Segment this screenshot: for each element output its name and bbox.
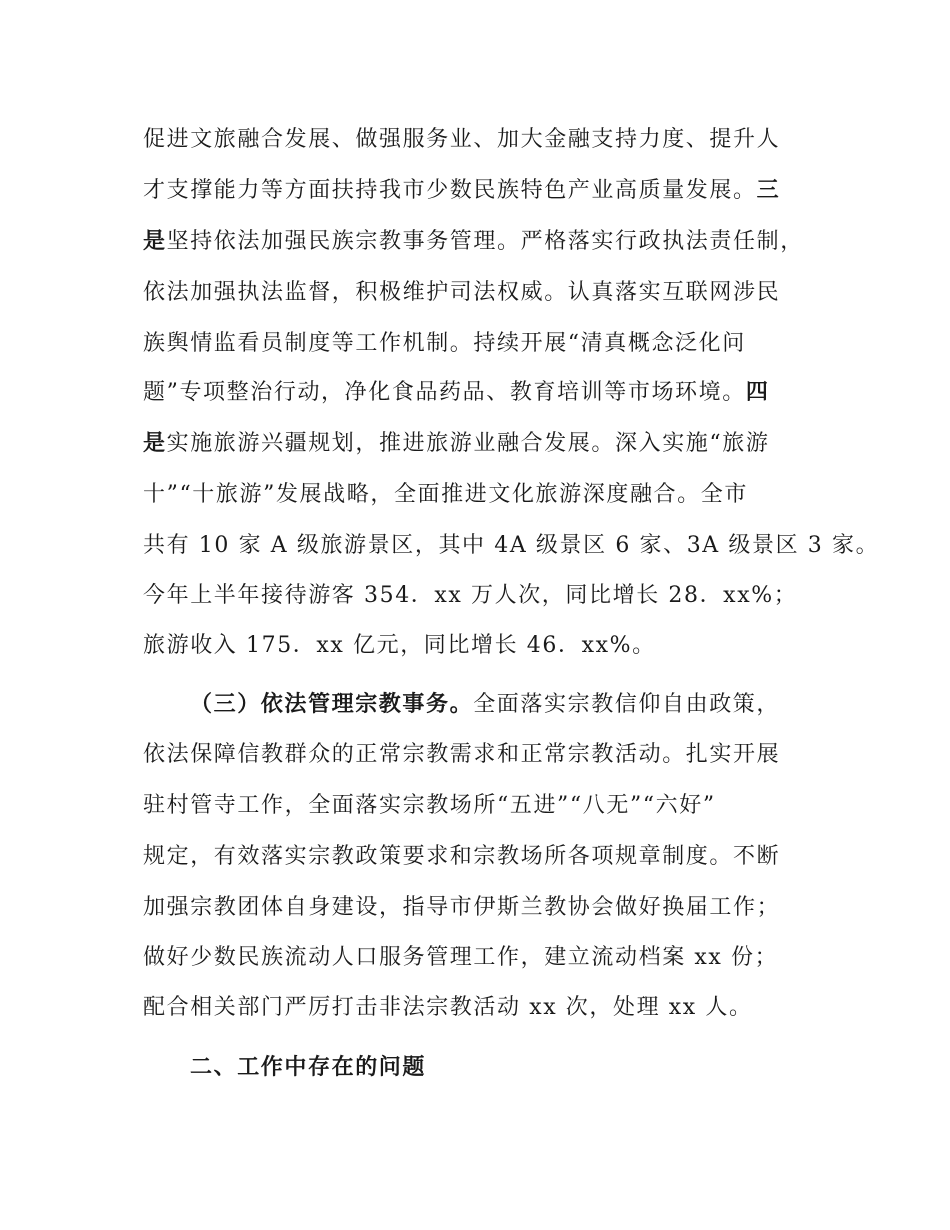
p2-line-6: 做好少数民族流动人口服务管理工作，建立流动档案 xx 份； bbox=[143, 945, 779, 970]
p1-line-1: 促进文旅融合发展、做强服务业、加大金融支持力度、提升人 bbox=[143, 127, 781, 152]
p1-line-3-text: 坚持依法加强民族宗教事务管理。严格落实行政执法责任制， bbox=[166, 229, 804, 254]
section-heading: 二、工作中存在的问题 bbox=[190, 1055, 427, 1080]
p1-ordinal-four: 四 bbox=[745, 380, 770, 405]
p2-line-1-text: 全面落实宗教信仰自由政策， bbox=[473, 692, 781, 717]
p1-ordinal-three: 三 bbox=[756, 178, 781, 203]
p2-line-3: 驻村管寺工作，全面落实宗教场所“五进”“八无”“六好” bbox=[143, 793, 716, 818]
p2-line-5: 加强宗教团体自身建设，指导市伊斯兰教协会做好换届工作； bbox=[143, 895, 781, 920]
p1-line-9: 共有 10 家 A 级旅游景区，其中 4A 级景区 6 家、3A 级景区 3 家。 bbox=[143, 533, 880, 558]
p1-ordinal-shi-2: 是 bbox=[143, 431, 167, 456]
p1-line-10: 今年上半年接待游客 354．xx 万人次，同比增长 28．xx%； bbox=[143, 583, 798, 608]
p1-line-8: 十”“十旅游”发展战略，全面推进文化旅游深度融合。全市 bbox=[143, 482, 748, 507]
p1-line-11: 旅游收入 175．xx 亿元，同比增长 46．xx%。 bbox=[143, 633, 656, 658]
p1-ordinal-shi-1: 是 bbox=[143, 229, 167, 254]
p1-line-7 bbox=[143, 429, 769, 459]
p1-line-6-text: 题”专项整治行动，净化食品药品、教育培训等市场环境。 bbox=[143, 380, 746, 405]
p2-line-1 bbox=[190, 690, 780, 720]
p1-line-6 bbox=[143, 378, 769, 408]
p1-line-3 bbox=[143, 227, 804, 257]
p1-line-7-text: 实施旅游兴疆规划，推进旅游业融合发展。深入实施“旅游 bbox=[166, 431, 770, 456]
p2-line-2: 依法保障信教群众的正常宗教需求和正常宗教活动。扎实开展 bbox=[143, 742, 781, 767]
p1-line-2 bbox=[143, 176, 780, 206]
p2-line-4: 规定，有效落实宗教政策要求和宗教场所各项规章制度。不断 bbox=[143, 844, 781, 869]
p1-line-5: 族舆情监看员制度等工作机制。持续开展“清真概念泛化问 bbox=[143, 331, 746, 356]
p1-line-4: 依法加强执法监督，积极维护司法权威。认真落实互联网涉民 bbox=[143, 280, 781, 305]
p2-line-7: 配合相关部门严厉打击非法宗教活动 xx 次，处理 xx 人。 bbox=[143, 995, 753, 1020]
p1-line-2-text: 才支撑能力等方面扶持我市少数民族特色产业高质量发展。 bbox=[143, 178, 757, 203]
p2-subheading: （三）依法管理宗教事务。 bbox=[190, 692, 474, 717]
